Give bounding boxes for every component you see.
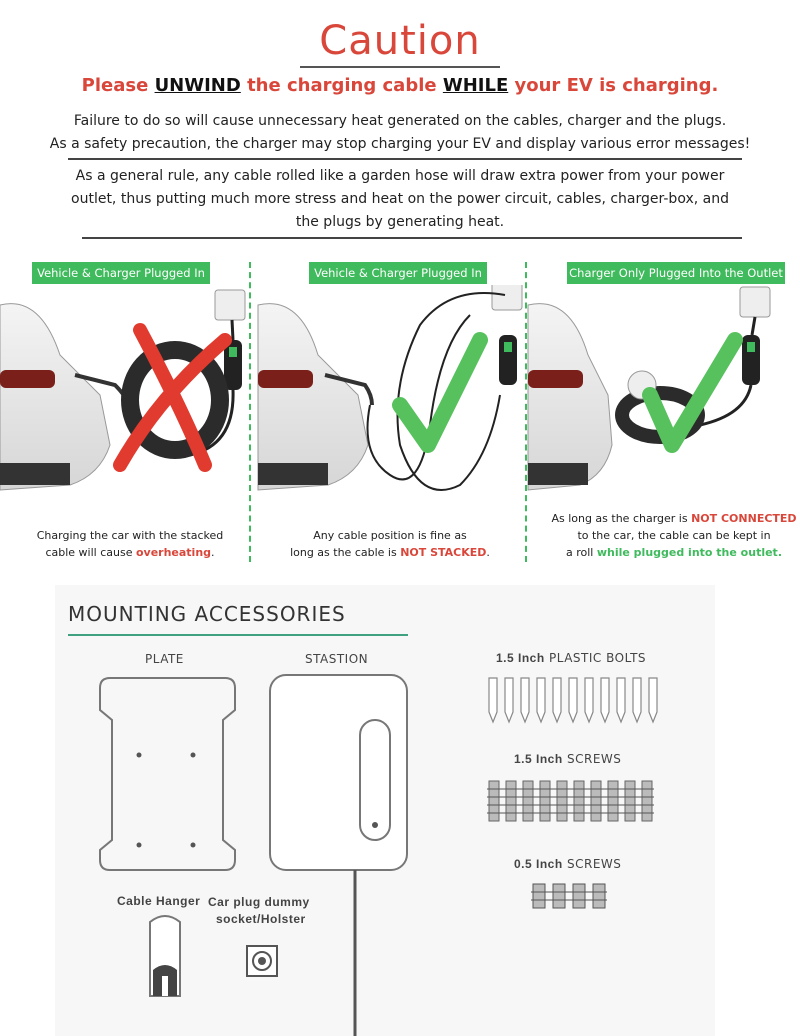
charger-icon <box>700 287 770 425</box>
charger-icon <box>492 285 522 385</box>
car-icon <box>0 304 110 490</box>
cable-hanger-icon <box>150 916 180 996</box>
charging-illustrations <box>0 285 800 515</box>
check-mark-icon <box>400 340 480 445</box>
plastic-bolts <box>485 672 665 727</box>
station-label: STASTION <box>305 652 369 666</box>
panel-3-badge: Charger Only Plugged Into the Outlet <box>567 262 785 284</box>
mounting-plate <box>100 678 235 870</box>
dummy-socket-icon <box>247 946 277 976</box>
accessories-title-underline <box>68 634 408 636</box>
panel-2-badge: Vehicle & Charger Plugged In <box>309 262 487 284</box>
panel-2-caption: Any cable position is fine as long as the cable is NOT STACKED. <box>290 529 490 559</box>
small-screws-label: 0.5 Inch SCREWS <box>514 857 622 871</box>
panel-1-caption: Charging the car with the stacked cable will cause overheating. <box>36 529 224 559</box>
cable-hanger-label: Cable Hanger <box>117 894 201 908</box>
large-screws-label: 1.5 Inch SCREWS <box>514 752 622 766</box>
warning-line-2: As a safety precaution, the charger may stop charging your EV and display various error messages! <box>49 136 751 152</box>
car-icon <box>258 304 368 490</box>
panel-1-badge: Vehicle & Charger Plugged In <box>32 262 210 284</box>
warning-paragraph <box>0 110 800 156</box>
charging-station <box>270 675 407 870</box>
panel-3-caption: As long as the charger is NOT CONNECTED to the car, the cable can be kept in a roll while plugged into the outlet. <box>551 512 797 559</box>
small-screws <box>530 882 620 912</box>
large-screws <box>485 777 665 832</box>
warning-line-1: Failure to do so will cause unnecessary heat generated on the cables, charger and the plugs. <box>73 113 727 129</box>
car-icon <box>528 304 612 490</box>
divider <box>68 158 742 160</box>
plate-label: PLATE <box>145 652 184 666</box>
divider <box>82 237 742 239</box>
general-rule-paragraph: As a general rule, any cable rolled like a garden hose will draw extra power from your power outlet, thus putting much more stress and heat on the power circuit, cables, charger-box, and the plugs by generating heat. <box>71 168 729 230</box>
caution-subtitle: Please UNWIND the charging cable WHILE your EV is charging. <box>81 75 719 96</box>
dummy-socket-label: Car plug dummy socket/Holster <box>208 895 310 926</box>
page-title: Caution <box>319 18 481 64</box>
plastic-bolts-label: 1.5 Inch PLASTIC BOLTS <box>496 651 647 665</box>
title-divider <box>300 66 500 68</box>
accessories-title: MOUNTING ACCESSORIES <box>68 602 346 626</box>
